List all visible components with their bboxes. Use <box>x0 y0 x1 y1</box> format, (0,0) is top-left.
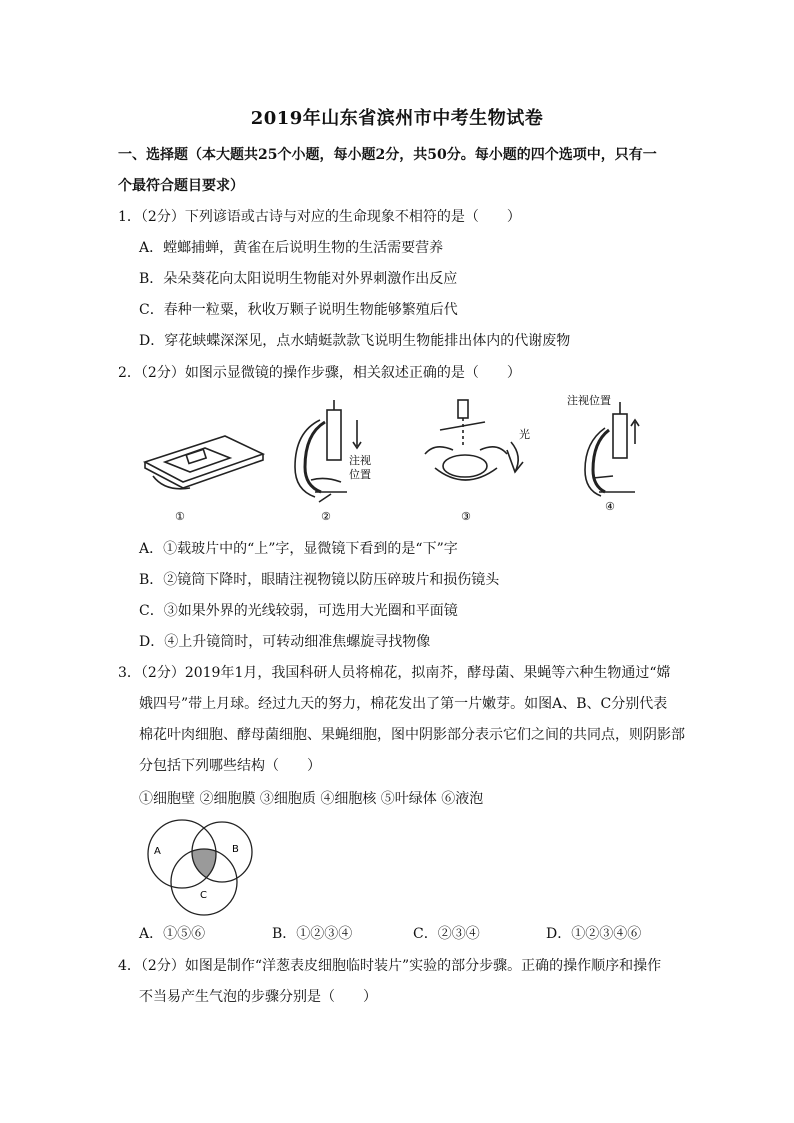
section-heading-line2: 个最符合题目要求） <box>118 178 244 194</box>
step1-slide-drawing <box>145 436 263 489</box>
q2-option-c: C．③如果外界的光线较弱，可选用大光圈和平面镜 <box>139 603 458 619</box>
microscope-steps-figure <box>135 392 655 527</box>
q3-option-d: D．①②③④⑥ <box>546 926 642 942</box>
venn-label-c: C <box>200 890 207 901</box>
step1-label: ① <box>175 510 185 523</box>
q3-option-a: A．①⑤⑥ <box>139 926 206 942</box>
q1-option-d: D．穿花蛱蝶深深见，点水蜻蜓款款飞说明生物能排出体内的代谢废物 <box>139 333 571 349</box>
q2-stem: 2．（2分）如图示显微镜的操作步骤，相关叙述正确的是（ ） <box>118 365 521 381</box>
step2-gaze-label-1: 注视 <box>349 454 371 467</box>
step4-gaze-label: 注视位置 <box>567 394 611 407</box>
q3-stem-line1: 3．（2分）2019年1月，我国科研人员将棉花，拟南芥，酵母菌、果蝇等六种生物通过“嫦 <box>118 665 671 681</box>
q3-stem-line2: 娥四号”带上月球。经过九天的努力，棉花发出了第一片嫩芽。如图A、B、C分别代表 <box>139 696 668 712</box>
venn-diagram <box>140 818 270 918</box>
step2-label: ② <box>321 510 331 523</box>
q2-option-b: B．②镜筒下降时，眼睛注视物镜以防压碎玻片和损伤镜头 <box>139 572 500 588</box>
step2-gaze-label-2: 位置 <box>349 468 371 481</box>
venn-label-b: B <box>232 844 239 855</box>
q4-stem-line1: 4．（2分）如图是制作“洋葱表皮细胞临时装片”实验的部分步骤。正确的操作顺序和操作 <box>118 958 662 974</box>
q1-option-c: C．春种一粒粟，秋收万颗子说明生物能够繁殖后代 <box>139 302 458 318</box>
step3-mirror-drawing <box>425 400 523 480</box>
q3-stem-line3: 棉花叶肉细胞、酵母菌细胞、果蝇细胞，图中阴影部分表示它们之间的共同点，则阴影部 <box>139 727 685 743</box>
step4-label: ④ <box>605 500 615 513</box>
q3-stem-line4: 分包括下列哪些结构（ ） <box>139 758 321 774</box>
step3-light-label: 光 <box>519 428 530 441</box>
q4-stem-line2: 不当易产生气泡的步骤分别是（ ） <box>139 989 377 1005</box>
q2-option-a: A．①载玻片中的“上”字，显微镜下看到的是“下”字 <box>139 541 458 557</box>
q2-option-d: D．④上升镜筒时，可转动细准焦螺旋寻找物像 <box>139 634 431 650</box>
q3-option-c: C．②③④ <box>413 926 480 942</box>
section-heading-line1: 一、选择题（本大题共25个小题，每小题2分，共50分。每小题的四个选项中，只有一 <box>118 147 657 163</box>
page-title: 2019年山东省滨州市中考生物试卷 <box>250 108 544 129</box>
step3-label: ③ <box>461 510 471 523</box>
q1-option-b: B．朵朵葵花向太阳说明生物能对外界刺激作出反应 <box>139 271 458 287</box>
q3-option-b: B．①②③④ <box>272 926 353 942</box>
q3-structure-list: ①细胞壁 ②细胞膜 ③细胞质 ④细胞核 ⑤叶绿体 ⑥液泡 <box>139 791 484 807</box>
q1-stem: 1．（2分）下列谚语或古诗与对应的生命现象不相符的是（ ） <box>118 209 521 225</box>
step4-microscope-drawing <box>585 402 639 496</box>
q1-option-a: A．螳螂捕蝉，黄雀在后说明生物的生活需要营养 <box>139 240 444 256</box>
step2-microscope-drawing <box>295 400 361 502</box>
venn-label-a: A <box>154 846 161 857</box>
